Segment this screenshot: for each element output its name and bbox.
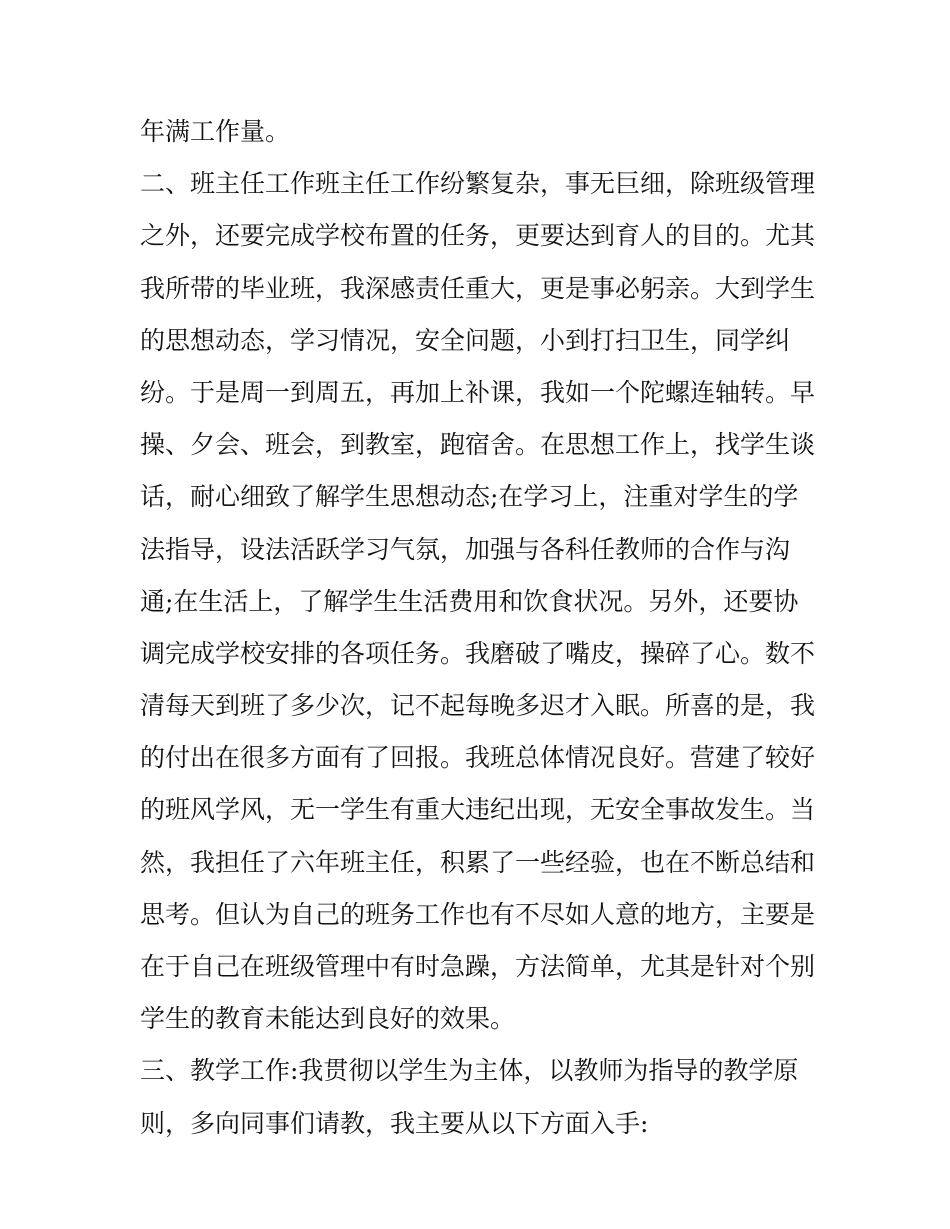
- text-line: 则，多向同事们请教，我主要从以下方面入手:: [140, 1108, 649, 1138]
- text-line: 调完成学校安排的各项任务。我磨破了嘴皮，操碎了心。数不: [140, 638, 816, 668]
- text-line: 操、夕会、班会，到教室，跑宿舍。在思想工作上，找学生谈: [140, 430, 816, 460]
- text-line: 的思想动态，学习情况，安全问题，小到打扫卫生，同学纠: [140, 325, 791, 355]
- text-line: 之外，还要完成学校布置的任务，更要达到育人的目的。尤其: [140, 221, 816, 251]
- text-line: 纷。于是周一到周五，再加上补课，我如一个陀螺连轴转。早: [140, 377, 816, 407]
- text-line: 三、教学工作:我贯彻以学生为主体，以教师为指导的教学原: [140, 1056, 799, 1086]
- text-line: 清每天到班了多少次，记不起每晚多迟才入眠。所喜的是，我: [140, 691, 816, 721]
- text-line: 思考。但认为自己的班务工作也有不尽如人意的地方，主要是: [140, 899, 816, 929]
- text-line: 话，耐心细致了解学生思想动态;在学习上，注重对学生的学: [140, 482, 799, 512]
- text-line: 的付出在很多方面有了回报。我班总体情况良好。营建了较好: [140, 743, 816, 773]
- text-line: 的班风学风，无一学生有重大违纪出现，无安全事故发生。当: [140, 795, 816, 825]
- text-line: 然，我担任了六年班主任，积累了一些经验，也在不断总结和: [140, 847, 816, 877]
- text-line: 二、班主任工作班主任工作纷繁复杂，事无巨细，除班级管理: [140, 169, 816, 199]
- text-line: 在于自己在班级管理中有时急躁，方法简单，尤其是针对个别: [140, 952, 816, 981]
- text-line: 我所带的毕业班，我深感责任重大，更是事必躬亲。大到学生: [140, 273, 816, 303]
- text-line: 年满工作量。: [140, 117, 291, 146]
- text-line: 法指导，设法活跃学习气氛，加强与各科任教师的合作与沟: [140, 534, 791, 564]
- text-line: 通;在生活上，了解学生生活费用和饮食状况。另外，还要协: [140, 586, 799, 616]
- text-line: 学生的教育未能达到良好的效果。: [140, 1004, 516, 1034]
- body-text: [140, 106, 820, 1150]
